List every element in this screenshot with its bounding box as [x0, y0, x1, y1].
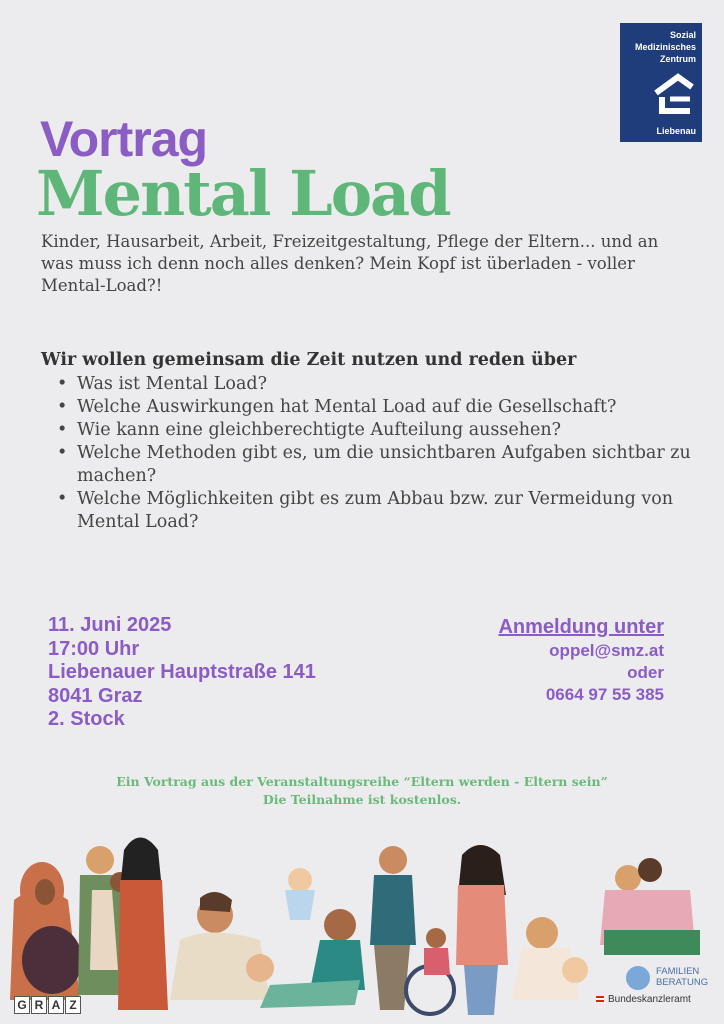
list-item: • Welche Methoden gibt es, um die unsichtbaren Aufgaben sichtbar zu machen? — [77, 442, 717, 488]
house-icon — [652, 71, 696, 115]
registration-email[interactable]: oppel@smz.at — [549, 641, 664, 660]
event-city: 8041 Graz — [48, 684, 143, 707]
list-item: • Wie kann eine gleichberechtigte Aufteilung aussehen? — [77, 419, 717, 442]
page-title: Mental Load — [36, 157, 450, 230]
familienberatung-line1: FAMILIEN — [656, 966, 700, 977]
event-date: 11. Juni 2025 — [48, 614, 172, 636]
event-street: Liebenauer Hauptstraße 141 — [48, 661, 316, 683]
austria-flag-icon — [596, 996, 604, 1002]
list-item: • Welche Auswirkungen hat Mental Load auf die Gesellschaft? — [77, 396, 717, 419]
graz-logo — [14, 996, 81, 1014]
logo-line2: Medizinisches — [634, 42, 696, 52]
registration-phone[interactable]: 0664 97 55 385 — [545, 685, 664, 704]
footer-line1: Ein Vortrag aus der Veranstaltungsreihe “Eltern werden - Eltern sein” — [116, 774, 608, 789]
familienberatung-logo — [626, 966, 708, 988]
bundeskanzleramt-logo — [596, 994, 691, 1005]
bundeskanzleramt-label: Bundeskanzleramt — [608, 994, 691, 1005]
event-time: 17:00 Uhr — [48, 637, 140, 660]
list-item: • Welche Möglichkeiten gibt es zum Abbau bzw. zur Vermeidung von Mental Load? — [77, 488, 717, 534]
footer-line2: Die Teilnahme ist kostenlos. — [262, 792, 462, 807]
event-info — [48, 614, 316, 732]
topics-lead: Wir wollen gemeinsam die Zeit nutzen und reden über — [41, 350, 577, 370]
logo-line3: Zentrum — [660, 54, 696, 64]
intro-text: Kinder, Hausarbeit, Arbeit, Freizeitgestaltung, Pflege der Eltern... und an was muss ich denn noch alles denken? Mein Kopf ist überladen - voller Mental-Load?! — [41, 232, 659, 295]
familienberatung-icon — [626, 966, 650, 990]
footer-note — [0, 773, 724, 809]
topics-list — [41, 373, 717, 534]
list-item: • Was ist Mental Load? — [77, 373, 717, 396]
registration-or: oder — [627, 663, 664, 682]
logo-bottom: Liebenau — [656, 126, 696, 136]
graz-letter: G — [14, 996, 30, 1014]
familienberatung-line2: BERATUNG — [656, 977, 709, 988]
graz-letter: R — [31, 996, 47, 1014]
registration-heading: Anmeldung unter — [498, 616, 664, 638]
graz-letter: Z — [65, 996, 81, 1014]
smz-logo — [620, 23, 702, 142]
logo-line1: Sozial — [669, 30, 696, 40]
graz-letter: A — [48, 996, 64, 1014]
kicker: Vortrag — [40, 111, 208, 167]
registration — [498, 614, 664, 706]
event-floor: 2. Stock — [48, 708, 125, 730]
